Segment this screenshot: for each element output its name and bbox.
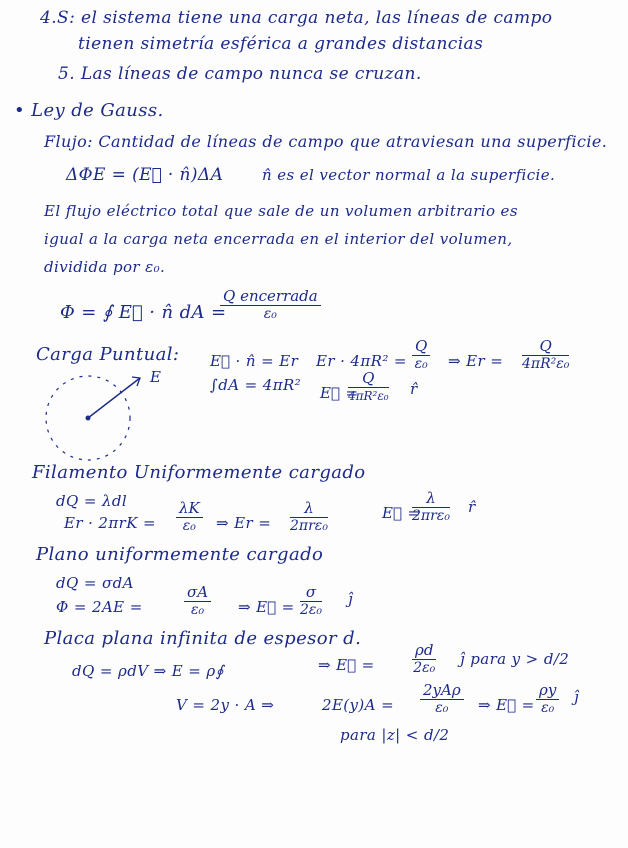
fraction-denominator: 4πR²ε₀	[348, 389, 389, 403]
section-title-plane: Plano uniformemente cargado	[36, 544, 324, 565]
plane-field-unit: ĵ	[348, 590, 354, 608]
point-charge-field-unit: r̂	[410, 380, 418, 398]
point-charge-area: ∫dA = 4πR²	[210, 376, 302, 394]
section-title-point-charge: Carga Puntual:	[36, 344, 180, 365]
note-line-spherical: tienen simetría esférica a grandes distancias	[78, 34, 484, 54]
plane-flux: Φ = 2AE =	[56, 598, 143, 616]
fraction-denominator: 4πR²ε₀	[522, 356, 570, 372]
fraction-numerator: λ	[426, 489, 436, 507]
slab-gauss-fraction	[420, 682, 464, 717]
slab-field-inside: ⇒ E⃗ =	[478, 696, 535, 714]
fraction-numerator: ρd	[415, 641, 434, 659]
filament-dq: dQ = λdl	[56, 492, 128, 510]
fraction-denominator: 2ε₀	[413, 660, 436, 676]
point-charge-field: E⃗ =	[320, 384, 359, 402]
slab-gauss: 2E(y)A =	[322, 696, 395, 714]
slab-volume: V = 2y · A ⇒	[176, 696, 275, 714]
slab-field-inside-fraction	[536, 682, 559, 717]
slab-condition-inside: para |z| < d/2	[340, 726, 450, 744]
fraction-numerator: Q	[415, 337, 428, 355]
fraction-denominator: ε₀	[263, 306, 277, 322]
fraction-numerator: Q	[362, 369, 375, 387]
filament-flux-fraction	[176, 500, 203, 535]
section-title-slab: Placa plana infinita de espesor d.	[44, 628, 362, 649]
fraction-numerator: 2yAρ	[423, 681, 461, 699]
fraction-denominator: ε₀	[414, 356, 428, 372]
note-line-gauss-law-2: igual a la carga neta encerrada en el interior del volumen,	[44, 230, 513, 248]
fraction-denominator: ε₀	[190, 602, 205, 618]
fraction-numerator: λK	[179, 499, 200, 517]
point-charge-flux: Er · 4πR² =	[316, 352, 407, 370]
note-line-gauss-law-3: dividida por ε₀.	[44, 258, 166, 276]
filament-er-fraction	[290, 500, 328, 535]
note-line-flux-def: Flujo: Cantidad de líneas de campo que atraviesan una superficie.	[44, 132, 608, 151]
note-line-gauss-law-1: El flujo eléctrico total que sale de un volumen arbitrario es	[44, 202, 518, 220]
note-line-4-5: 4.S: el sistema tiene una carga neta, las líneas de campo	[40, 8, 553, 28]
slab-dq: dQ = ρdV ⇒ E = ρ∮	[72, 662, 224, 680]
slab-field-inside-unit: ĵ	[574, 688, 580, 706]
slab-field-outside-tail: ĵ para y > d/2	[460, 650, 570, 668]
fraction-numerator: σ	[305, 583, 317, 601]
flux-element-equation: ΔΦE = (E⃗ · n̂)ΔA	[66, 165, 224, 185]
fraction-numerator: ρy	[539, 681, 557, 699]
fraction-numerator: Q	[539, 337, 552, 355]
plane-field: ⇒ E⃗ =	[238, 598, 295, 616]
section-title-gauss: • Ley de Gauss.	[14, 100, 164, 121]
section-title-filament: Filamento Uniformemente cargado	[32, 462, 366, 483]
fraction-denominator: 2πrε₀	[412, 508, 450, 524]
fraction-denominator: ε₀	[182, 518, 196, 534]
filament-field-unit: r̂	[468, 498, 476, 516]
fraction-numerator: λ	[304, 499, 314, 517]
fraction-numerator: σA	[187, 583, 209, 601]
fraction-denominator: 2ε₀	[300, 602, 323, 618]
plane-flux-fraction	[184, 584, 211, 619]
point-charge-er: ⇒ Er =	[448, 352, 504, 370]
slab-field-outside-fraction	[412, 642, 436, 677]
normal-vector-note: n̂ es el vector normal a la superficie.	[262, 166, 556, 184]
field-arrow	[88, 378, 140, 418]
fraction-numerator: Q encerrada	[223, 287, 318, 305]
gauss-law-equation: Φ = ∮ E⃗ · n̂ dA =	[60, 302, 227, 323]
filament-er: ⇒ Er =	[216, 514, 272, 532]
filament-field: E⃗ =	[382, 504, 421, 522]
filament-flux: Er · 2πrK =	[64, 514, 156, 532]
fraction-denominator: ε₀	[541, 700, 555, 716]
fraction-denominator: 2πrε₀	[290, 518, 328, 534]
diagram-field-label: E	[150, 368, 162, 386]
plane-field-fraction	[300, 584, 322, 619]
plane-dq: dQ = σdA	[56, 574, 134, 592]
slab-field-outside: ⇒ E⃗ =	[318, 656, 375, 674]
fraction-denominator: ε₀	[435, 700, 449, 716]
point-charge-dot: E⃗ · n̂ = Er	[210, 352, 299, 370]
filament-field-fraction	[412, 490, 450, 525]
note-line-5: 5. Las líneas de campo nunca se cruzan.	[58, 64, 422, 84]
